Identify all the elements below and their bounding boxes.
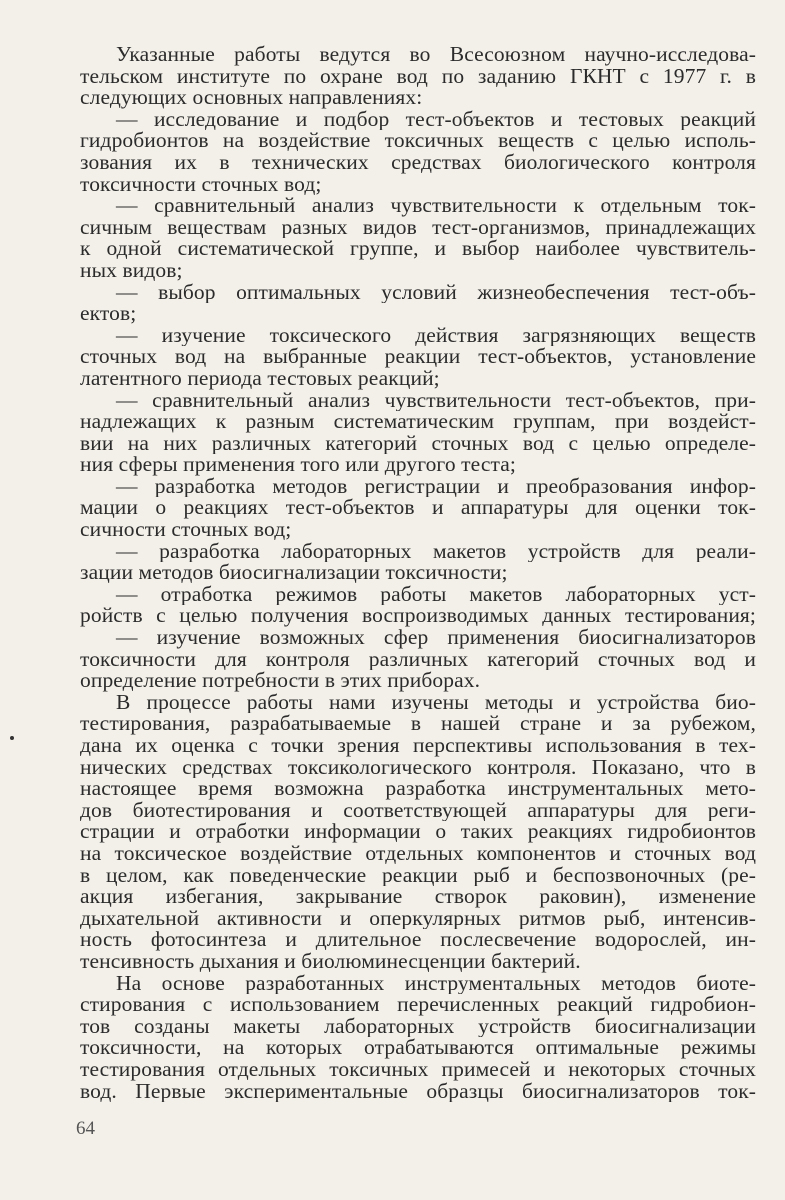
text-line: — отработка режимов работы макетов лабораторных уст- [116, 583, 756, 606]
text-line: ность фотосинтеза и длительное послесвечение водорослей, ин- [80, 929, 756, 951]
margin-mark [10, 736, 14, 740]
text-line: тельском институте по охране вод по заданию ГКНТ с 1977 г. в [80, 65, 756, 88]
text-line: — разработка методов регистрации и преобразования инфор- [116, 475, 756, 498]
text-line: к одной систематической группе, и выбор наиболее чувствитель- [80, 238, 756, 260]
text-line: тестирования, разрабатываемые в нашей стране и за рубежом, [80, 713, 756, 735]
text-line: токсичности, на которых отрабатываются оптимальные режимы [80, 1037, 756, 1059]
text-line: — изучение возможных сфер применения биосигнализаторов [116, 627, 756, 649]
text-line: зования их в технических средствах биологического контроля [80, 151, 756, 174]
text-line: зации методов биосигнализации токсичности; [80, 562, 508, 584]
text-line: нических средствах токсикологического контроля. Показано, что в [80, 756, 756, 779]
text-line: надлежащих к разным систематическим группам, при воздейст- [80, 411, 756, 433]
text-line: тенсивность дыхания и биолюминесценции бактерий. [80, 950, 581, 973]
text-line: — сравнительный анализ чувствительности тест-объектов, при- [116, 389, 756, 412]
text-line: тестирования отдельных токсичных примесей и некоторых сточных [80, 1058, 756, 1081]
text-line: Указанные работы ведутся во Всесоюзном научно-исследова- [116, 44, 756, 66]
text-line: латентного периода тестовых реакций; [80, 367, 440, 390]
text-line: — исследование и подбор тест-объектов и тестовых реакций [116, 108, 756, 131]
text-line: — изучение токсического действия загрязняющих веществ [116, 324, 756, 347]
text-line: — сравнительный анализ чувствительности к отдельным ток- [116, 195, 756, 217]
text-line: ния сферы применения того или другого теста; [80, 454, 516, 476]
text-line: токсичности для контроля различных категорий сточных вод и [80, 648, 756, 671]
text-line: стирования с использованием перечисленных реакций гидробион- [80, 994, 756, 1016]
text-line: в целом, как поведенческие реакции рыб и беспозвоночных (ре- [80, 864, 756, 887]
text-line: дов биотестирования и соответствующей аппаратуры для реги- [80, 799, 756, 822]
text-line: сичности сточных вод; [80, 519, 292, 541]
text-line: дыхательной активности и оперкулярных ритмов рыб, интенсив- [80, 907, 756, 930]
text-line: На основе разработанных инструментальных методов биоте- [116, 972, 756, 995]
text-line: — разработка лабораторных макетов устройств для реали- [116, 540, 756, 563]
text-line: ных видов; [80, 259, 183, 282]
text-line: на токсическое воздействие отдельных компонентов и сточных вод [80, 842, 756, 865]
text-line: страции и отработки информации о таких реакциях гидробионтов [80, 821, 756, 843]
page-number: 64 [76, 1118, 95, 1139]
text-line: ектов; [80, 303, 137, 325]
text-line: определение потребности в этих приборах. [80, 670, 481, 692]
text-line: сточных вод на выбранные реакции тест-объектов, установление [80, 346, 756, 368]
text-line: тов созданы макеты лабораторных устройств биосигнализации [80, 1015, 756, 1038]
text-line: акция избегания, закрывание створок раковин), изменение [80, 886, 756, 908]
text-line: токсичности сточных вод; [80, 173, 322, 196]
text-line: дана их оценка с точки зрения перспективы использования в тех- [80, 735, 756, 757]
text-line: гидробионтов на воздействие токсичных веществ с целью исполь- [80, 130, 756, 152]
text-line: следующих основных направлениях: [80, 87, 423, 109]
text-line: — выбор оптимальных условий жизнеобеспечения тест-объ- [116, 281, 756, 304]
text-line: сичным веществам разных видов тест-организмов, принадлежащих [80, 216, 756, 239]
text-line: мации о реакциях тест-объектов и аппаратуры для оценки ток- [80, 497, 756, 520]
text-line: вод. Первые экспериментальные образцы биосигнализаторов ток- [80, 1080, 756, 1103]
document-body [80, 44, 756, 1102]
text-line: ройств с целью получения воспроизводимых данных тестирования; [80, 605, 756, 628]
text-line: настоящее время возможна разработка инструментальных мето- [80, 778, 756, 800]
text-line: вии на них различных категорий сточных вод с целью определе- [80, 432, 756, 455]
text-line: В процессе работы нами изучены методы и устройства био- [116, 691, 756, 714]
